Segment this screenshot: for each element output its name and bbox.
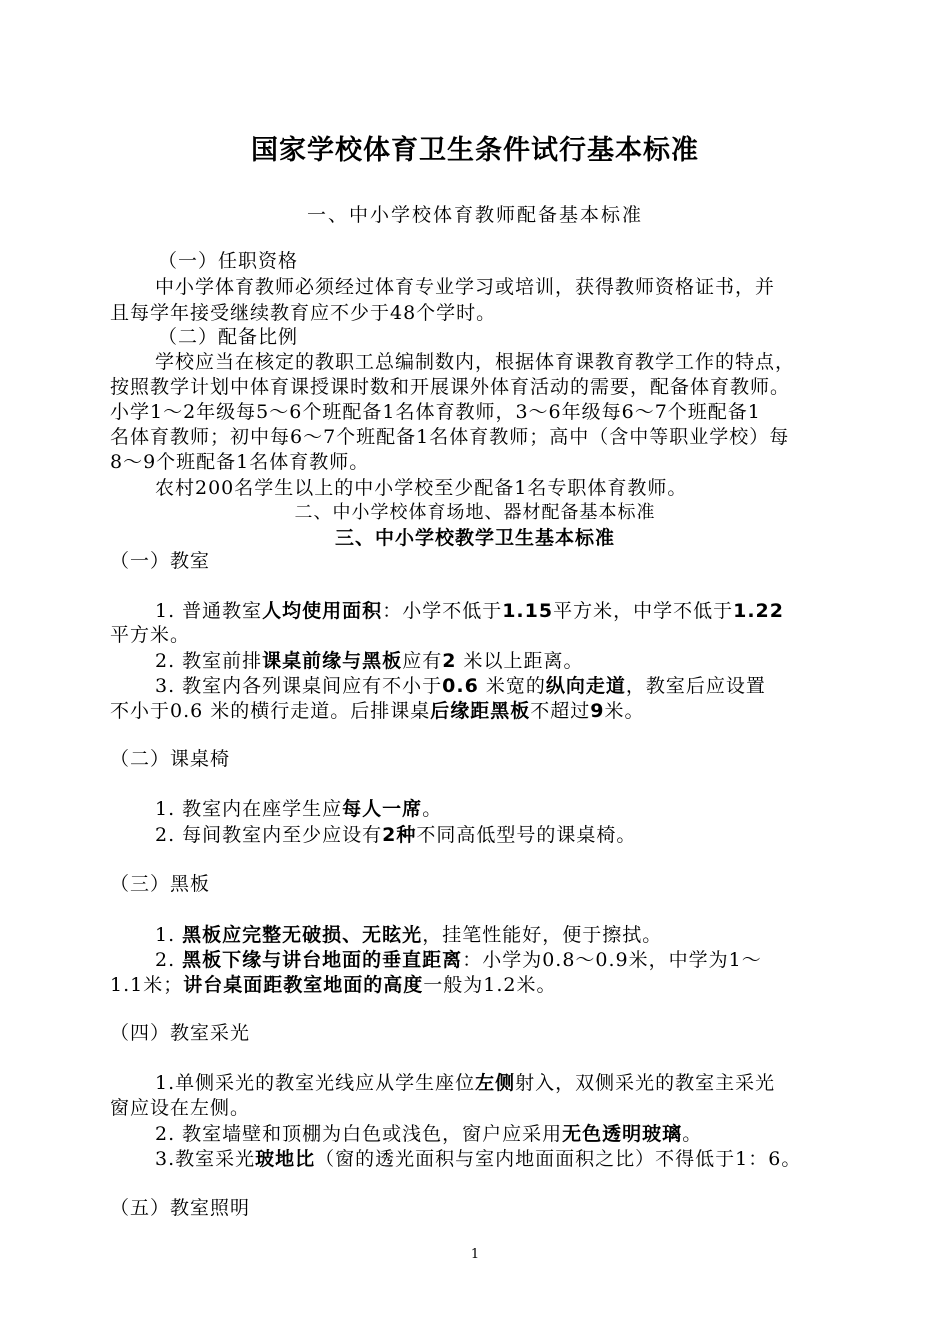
section1-p2-line1: 学校应当在核定的教职工总编制数内，根据体育课教育教学工作的特点， — [155, 351, 796, 373]
lighting-item3: 3.教室采光玻地比（窗的透光面积与室内地面面积之比）不得低于1：6。 — [155, 1148, 802, 1170]
section2-heading: 二、中小学校体育场地、器材配备基本标准 — [294, 502, 656, 523]
section3-heading: 三、中小学校教学卫生基本标准 — [334, 527, 615, 549]
section1-p3: 农村200名学生以上的中小学校至少配备1名专职体育教师。 — [155, 477, 688, 499]
section1-p2-line4: 名体育教师；初中每6～7个班配备1名体育教师；高中（含中等职业学校）每 — [110, 426, 790, 448]
section1-p2-line5: 8～9个班配备1名体育教师。 — [110, 451, 370, 473]
section1-sub1: （一）任职资格 — [158, 250, 299, 272]
classroom-item1: 1. 普通教室人均使用面积：小学不低于1.15平方米，中学不低于1.22 — [155, 600, 784, 622]
blackboard-heading: （三）黑板 — [110, 873, 211, 895]
section1-p2-line2: 按照教学计划中体育课授课时数和开展课外体育活动的需要，配备体育教师。 — [110, 376, 791, 398]
section1-sub2: （二）配备比例 — [158, 326, 299, 348]
desks-item2: 2. 每间教室内至少应设有2种不同高低型号的课桌椅。 — [155, 824, 637, 846]
section1-heading: 一、中小学校体育教师配备基本标准 — [306, 204, 643, 226]
blackboard-item1: 1. 黑板应完整无破损、无眩光，挂笔性能好，便于擦拭。 — [155, 924, 663, 946]
blackboard-item2: 2. 黑板下缘与讲台地面的垂直距离：小学为0.8～0.9米，中学为1～ — [155, 949, 762, 971]
section1-p1-line2: 且每学年接受继续教育应不少于48个学时。 — [110, 302, 497, 324]
classroom-item2: 2. 教室前排课桌前缘与黑板应有2 米以上距离。 — [155, 650, 584, 672]
classroom-item3: 3. 教室内各列课桌间应有不小于0.6 米宽的纵向走道，教室后应设置 — [155, 675, 766, 697]
document-title: 国家学校体育卫生条件试行基本标准 — [251, 135, 699, 166]
section1-p2-line3: 小学1～2年级每5～6个班配备1名体育教师，3～6年级每6～7个班配备1 — [110, 401, 761, 423]
illumination-heading: （五）教室照明 — [110, 1197, 251, 1219]
classroom-heading: （一）教室 — [110, 550, 211, 572]
desks-heading: （二）课桌椅 — [110, 748, 231, 770]
blackboard-item2-cont: 1.1米；讲台桌面距教室地面的高度一般为1.2米。 — [110, 974, 557, 996]
desks-item1: 1. 教室内在座学生应每人一席。 — [155, 798, 443, 820]
lighting-item1: 1.单侧采光的教室光线应从学生座位左侧射入，双侧采光的教室主采光 — [155, 1072, 776, 1094]
section1-p1-line1: 中小学体育教师必须经过体育专业学习或培训，获得教师资格证书，并 — [155, 276, 776, 298]
classroom-item3-cont: 不小于0.6 米的横行走道。后排课桌后缘距黑板不超过9米。 — [110, 700, 645, 722]
lighting-heading: （四）教室采光 — [110, 1022, 251, 1044]
page-number: 1 — [470, 1247, 480, 1262]
lighting-item1-cont: 窗应设在左侧。 — [110, 1097, 251, 1119]
lighting-item2: 2. 教室墙壁和顶棚为白色或浅色，窗户应采用无色透明玻璃。 — [155, 1123, 703, 1145]
classroom-item1-cont: 平方米。 — [110, 624, 191, 646]
